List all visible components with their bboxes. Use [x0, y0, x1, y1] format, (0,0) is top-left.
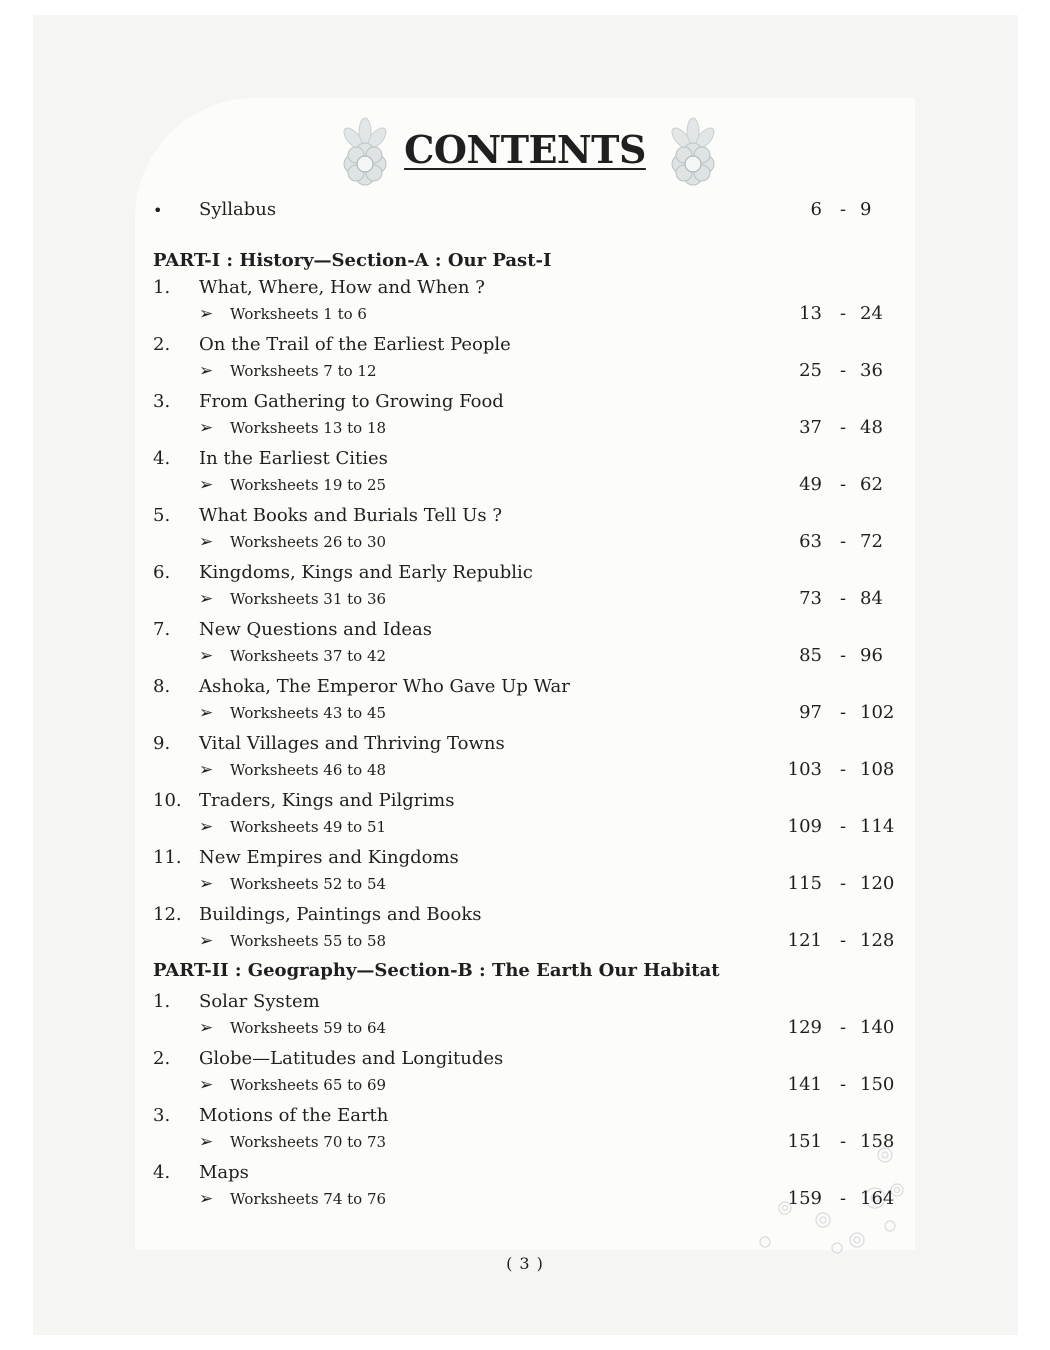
worksheet-range: Worksheets 55 to 58 [230, 932, 387, 950]
page-start: 129 [787, 1017, 822, 1038]
chapter-row [0, 619, 1050, 645]
page-dash: - [840, 1074, 847, 1095]
chapter-title: Ashoka, The Emperor Who Gave Up War [199, 676, 570, 697]
page-dash: - [840, 360, 847, 381]
chapter-title: Kingdoms, Kings and Early Republic [199, 562, 533, 583]
chapter-title: In the Earliest Cities [199, 448, 388, 469]
chapter-title: Maps [199, 1162, 249, 1183]
page-start: 103 [787, 759, 822, 780]
chapter-title: Traders, Kings and Pilgrims [199, 790, 455, 811]
arrow-bullet-icon: ➢ [199, 589, 214, 609]
page-end: 102 [860, 702, 895, 723]
worksheet-range: Worksheets 19 to 25 [230, 476, 387, 494]
page-end: 96 [860, 645, 883, 666]
page-dash: - [840, 1131, 847, 1152]
page-start: 37 [799, 417, 822, 438]
chapter-number: 1. [153, 277, 171, 298]
page-dash: - [840, 930, 847, 951]
page-range [770, 873, 910, 899]
page-dash: - [840, 645, 847, 666]
chapter-row [0, 334, 1050, 360]
chapter-row [0, 847, 1050, 873]
chapter-number: 7. [153, 619, 171, 640]
page-end: 72 [860, 531, 883, 552]
chapter-title: New Empires and Kingdoms [199, 847, 459, 868]
chapter-number: 5. [153, 505, 171, 526]
page-start: 25 [799, 360, 822, 381]
page-end: 48 [860, 417, 883, 438]
page-dash: - [840, 588, 847, 609]
page-start: 151 [787, 1131, 822, 1152]
chapter-number: 3. [153, 391, 171, 412]
chapter-title: Vital Villages and Thriving Towns [199, 733, 505, 754]
worksheet-range: Worksheets 49 to 51 [230, 818, 387, 836]
arrow-bullet-icon: ➢ [199, 817, 214, 837]
chapter-row [0, 1048, 1050, 1074]
page-range [770, 588, 910, 614]
page-start: 97 [799, 702, 822, 723]
chapter-number: 2. [153, 334, 171, 355]
worksheet-range: Worksheets 52 to 54 [230, 875, 387, 893]
page-start: 13 [799, 303, 822, 324]
chapter-row [0, 790, 1050, 816]
page-range [770, 930, 910, 956]
chapter-title: Buildings, Paintings and Books [199, 904, 482, 925]
arrow-bullet-icon: ➢ [199, 931, 214, 951]
worksheet-range: Worksheets 70 to 73 [230, 1133, 387, 1151]
page-dash: - [840, 702, 847, 723]
page-start: 141 [787, 1074, 822, 1095]
arrow-bullet-icon: ➢ [199, 475, 214, 495]
chapter-number: 9. [153, 733, 171, 754]
page-range [770, 816, 910, 842]
worksheet-range: Worksheets 37 to 42 [230, 647, 387, 665]
chapter-row [0, 505, 1050, 531]
chapter-title: Globe—Latitudes and Longitudes [199, 1048, 504, 1069]
arrow-bullet-icon: ➢ [199, 418, 214, 438]
page-dash: - [840, 474, 847, 495]
page-end: 120 [860, 873, 895, 894]
chapter-title: On the Trail of the Earliest People [199, 334, 511, 355]
page-end: 164 [860, 1188, 895, 1209]
arrow-bullet-icon: ➢ [199, 760, 214, 780]
page-end: 9 [860, 199, 872, 220]
worksheet-range: Worksheets 46 to 48 [230, 761, 387, 779]
page-end: 128 [860, 930, 895, 951]
arrow-bullet-icon: ➢ [199, 1132, 214, 1152]
page-dash: - [840, 1017, 847, 1038]
worksheet-range: Worksheets 59 to 64 [230, 1019, 387, 1037]
arrow-bullet-icon: ➢ [199, 361, 214, 381]
page-range [770, 531, 910, 557]
page-end: 114 [860, 816, 895, 837]
arrow-bullet-icon: ➢ [199, 1075, 214, 1095]
chapter-title: Motions of the Earth [199, 1105, 389, 1126]
page-range [770, 360, 910, 386]
page-range [770, 199, 910, 225]
page-end: 84 [860, 588, 883, 609]
page-start: 121 [787, 930, 822, 951]
arrow-bullet-icon: ➢ [199, 532, 214, 552]
worksheet-range: Worksheets 43 to 45 [230, 704, 387, 722]
chapter-number: 12. [153, 904, 182, 925]
chapter-title: What, Where, How and When ? [199, 277, 485, 298]
page-dash: - [840, 873, 847, 894]
page-range [770, 1131, 910, 1157]
arrow-bullet-icon: ➢ [199, 1189, 214, 1209]
page-end: 36 [860, 360, 883, 381]
part-heading: PART-II : Geography—Section-B : The Earth Our Habitat [153, 960, 720, 981]
worksheet-range: Worksheets 74 to 76 [230, 1190, 387, 1208]
page-range [770, 474, 910, 500]
page-start: 73 [799, 588, 822, 609]
page-dash: - [840, 816, 847, 837]
worksheet-range: Worksheets 1 to 6 [230, 305, 367, 323]
chapter-row [0, 904, 1050, 930]
page-end: 62 [860, 474, 883, 495]
chapter-row [0, 391, 1050, 417]
chapter-row [0, 991, 1050, 1017]
chapter-row [0, 676, 1050, 702]
page-number: ( 3 ) [506, 1254, 544, 1273]
page-range [770, 303, 910, 329]
arrow-bullet-icon: ➢ [199, 1018, 214, 1038]
page-start: 159 [787, 1188, 822, 1209]
chapter-row [0, 1162, 1050, 1188]
worksheet-range: Worksheets 7 to 12 [230, 362, 377, 380]
chapter-number: 10. [153, 790, 182, 811]
page-start: 6 [810, 199, 822, 220]
chapter-row [0, 448, 1050, 474]
page-start: 85 [799, 645, 822, 666]
page-dash: - [840, 303, 847, 324]
chapter-number: 8. [153, 676, 171, 697]
chapter-title: What Books and Burials Tell Us ? [199, 505, 503, 526]
page-range [770, 417, 910, 443]
chapter-row [0, 277, 1050, 303]
syllabus-row [0, 199, 1050, 225]
chapter-row [0, 1105, 1050, 1131]
arrow-bullet-icon: ➢ [199, 874, 214, 894]
worksheet-range: Worksheets 13 to 18 [230, 419, 387, 437]
page-range [770, 1017, 910, 1043]
arrow-bullet-icon: ➢ [199, 703, 214, 723]
page-dash: - [840, 417, 847, 438]
chapter-title: Solar System [199, 991, 320, 1012]
page-end: 158 [860, 1131, 895, 1152]
chapter-row [0, 733, 1050, 759]
page-dash: - [840, 531, 847, 552]
page-dash: - [840, 759, 847, 780]
chapter-number: 4. [153, 1162, 171, 1183]
page-range [770, 645, 910, 671]
arrow-bullet-icon: ➢ [199, 646, 214, 666]
page-start: 63 [799, 531, 822, 552]
page-end: 140 [860, 1017, 895, 1038]
chapter-number: 11. [153, 847, 182, 868]
page-start: 115 [787, 873, 822, 894]
bullet-icon: • [153, 201, 163, 220]
chapter-title: From Gathering to Growing Food [199, 391, 504, 412]
worksheet-range: Worksheets 65 to 69 [230, 1076, 387, 1094]
chapter-number: 6. [153, 562, 171, 583]
chapter-number: 1. [153, 991, 171, 1012]
page-range [770, 1074, 910, 1100]
chapter-number: 2. [153, 1048, 171, 1069]
worksheet-range: Worksheets 26 to 30 [230, 533, 387, 551]
chapter-row [0, 562, 1050, 588]
chapter-number: 4. [153, 448, 171, 469]
page-dash: - [840, 1188, 847, 1209]
page-end: 24 [860, 303, 883, 324]
arrow-bullet-icon: ➢ [199, 304, 214, 324]
page-range [770, 702, 910, 728]
page-range [770, 1188, 910, 1214]
chapter-title: New Questions and Ideas [199, 619, 432, 640]
part-heading: PART-I : History—Section-A : Our Past-I [153, 250, 552, 271]
page-start: 49 [799, 474, 822, 495]
chapter-number: 3. [153, 1105, 171, 1126]
page-range [770, 759, 910, 785]
page-end: 108 [860, 759, 895, 780]
worksheet-range: Worksheets 31 to 36 [230, 590, 387, 608]
page-end: 150 [860, 1074, 895, 1095]
page-start: 109 [787, 816, 822, 837]
page-title: CONTENTS [404, 127, 646, 172]
page-dash: - [840, 199, 847, 220]
syllabus-label: Syllabus [199, 199, 277, 220]
